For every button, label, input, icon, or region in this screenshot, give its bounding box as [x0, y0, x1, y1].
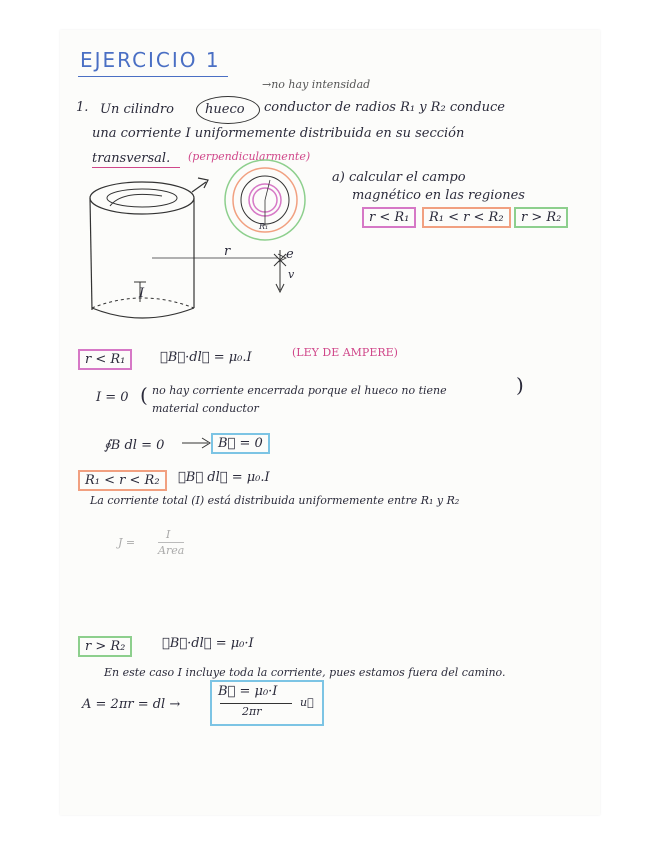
region2-j-num: I	[166, 528, 171, 541]
arrow-right-icon	[182, 436, 212, 450]
region3-label: r > R₂	[78, 636, 132, 657]
region3-statement: En este caso I incluye toda la corriente, pues estamos fuera del camino.	[104, 666, 506, 679]
result-fraction-line	[220, 703, 292, 704]
region1-equation: ∮B⃗·dl⃗ = μ₀.I	[160, 350, 252, 365]
problem-number: 1.	[76, 100, 89, 115]
page-title: EJERCICIO 1	[80, 48, 221, 72]
region1-label: r < R₁	[78, 349, 132, 370]
region2-label: R₁ < r < R₂	[78, 470, 167, 491]
problem-line3-b: (perpendicularmente)	[188, 150, 311, 163]
region1-integral-zero: ∮B dl = 0	[104, 438, 165, 453]
region3-result-den: 2πr	[242, 705, 262, 718]
underline-transversal	[92, 167, 180, 168]
region3-result-num: B⃗ = μ₀·I	[218, 684, 278, 699]
region2-equation: ∮B⃗ dl⃗ = μ₀.I	[178, 470, 270, 485]
diagram-r-label: r	[224, 244, 231, 259]
left-brace: (	[140, 383, 148, 407]
question-a-line1: a) calcular el campo	[332, 170, 466, 185]
region1-result: B⃗ = 0	[211, 433, 270, 454]
region3-result-box	[210, 680, 324, 726]
problem-line2: una corriente I uniformemente distribuida en su sección	[92, 126, 465, 141]
region1-i-zero: I = 0	[96, 390, 129, 405]
problem-line1-a: Un cilindro	[100, 102, 174, 117]
region2-j-den: Area	[158, 544, 185, 557]
concentric-circles-diagram	[210, 158, 320, 248]
question-a-line2: magnético en las regiones	[352, 188, 525, 203]
region2-statement: La corriente total (I) está distribuida uniformemente entre R₁ y R₂	[90, 494, 460, 507]
region1-law: (LEY DE AMPERE)	[292, 346, 398, 359]
region1-reason2: material conductor	[152, 402, 259, 415]
title-underline	[78, 76, 228, 77]
problem-hueco: hueco	[205, 102, 245, 117]
right-brace: )	[516, 373, 524, 397]
region-box-outer: r > R₂	[514, 207, 568, 228]
region1-reason1: no hay corriente encerrada porque el hueco no tiene	[152, 384, 447, 397]
problem-line3-a: transversal.	[92, 151, 171, 166]
diagram-r1-label: R₁	[259, 222, 269, 231]
region-box-inner: r < R₁	[362, 207, 416, 228]
diagram-i-label: I	[139, 286, 145, 301]
problem-line1-b: conductor de radios R₁ y R₂ conduce	[264, 100, 505, 115]
region-box-middle: R₁ < r < R₂	[422, 207, 511, 228]
region3-equation: ∮B⃗·dl⃗ = μ₀·I	[162, 636, 254, 651]
annotation-no-intensity: →no hay intensidad	[262, 78, 371, 91]
region3-area-eq: A = 2πr = dl →	[82, 697, 181, 712]
region3-result-unit: u⃗	[300, 696, 314, 709]
diagram-v-label: v	[288, 268, 295, 281]
diagram-e-label: e	[286, 247, 294, 262]
region2-j-label: J =	[118, 536, 136, 549]
down-arrow-icon	[270, 250, 290, 295]
fraction-line	[158, 542, 184, 543]
